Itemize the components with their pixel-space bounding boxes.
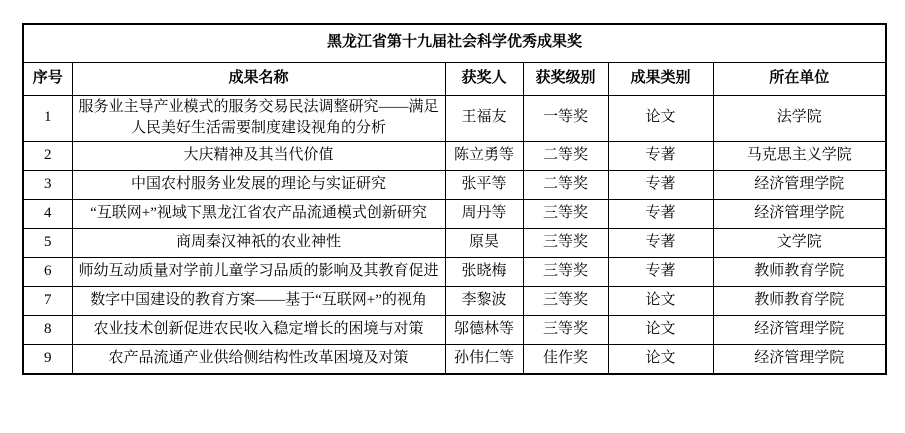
cell-unit: 经济管理学院 [713,316,886,345]
cell-category: 论文 [608,316,713,345]
cell-index: 3 [23,171,72,200]
awards-table [22,23,887,375]
cell-award-level: 三等奖 [523,229,608,258]
cell-category: 专著 [608,171,713,200]
cell-achievement-name: 商周秦汉神祇的农业神性 [72,229,445,258]
column-header-index: 序号 [23,62,72,95]
cell-category: 专著 [608,142,713,171]
table-row [23,258,886,287]
title-row [23,24,886,62]
cell-achievement-name: 农产品流通产业供给侧结构性改革困境及对策 [72,345,445,374]
cell-winner: 周丹等 [445,200,523,229]
cell-index: 2 [23,142,72,171]
table-row [23,287,886,316]
cell-award-level: 三等奖 [523,258,608,287]
header-row [23,62,886,95]
cell-category: 论文 [608,345,713,374]
table-title: 黑龙江省第十九届社会科学优秀成果奖 [23,24,886,62]
cell-achievement-name: 服务业主导产业模式的服务交易民法调整研究——满足人民美好生活需要制度建设视角的分析 [72,95,445,142]
table-row [23,171,886,200]
cell-unit: 文学院 [713,229,886,258]
cell-unit: 法学院 [713,95,886,142]
awards-table-container [22,23,887,375]
cell-winner: 王福友 [445,95,523,142]
cell-unit: 马克思主义学院 [713,142,886,171]
cell-award-level: 三等奖 [523,287,608,316]
cell-award-level: 二等奖 [523,142,608,171]
column-header-category: 成果类别 [608,62,713,95]
column-header-achievement-name: 成果名称 [72,62,445,95]
cell-award-level: 三等奖 [523,200,608,229]
cell-achievement-name: 农业技术创新促进农民收入稳定增长的困境与对策 [72,316,445,345]
table-row [23,229,886,258]
cell-achievement-name: 中国农村服务业发展的理论与实证研究 [72,171,445,200]
cell-index: 8 [23,316,72,345]
cell-index: 7 [23,287,72,316]
cell-index: 5 [23,229,72,258]
table-row [23,142,886,171]
table-row [23,95,886,142]
cell-award-level: 二等奖 [523,171,608,200]
cell-achievement-name: 数字中国建设的教育方案——基于“互联网+”的视角 [72,287,445,316]
cell-winner: 陈立勇等 [445,142,523,171]
cell-winner: 李黎波 [445,287,523,316]
table-row [23,345,886,374]
column-header-award-level: 获奖级别 [523,62,608,95]
cell-achievement-name: 师幼互动质量对学前儿童学习品质的影响及其教育促进 [72,258,445,287]
cell-unit: 教师教育学院 [713,258,886,287]
cell-achievement-name: 大庆精神及其当代价值 [72,142,445,171]
cell-winner: 原昊 [445,229,523,258]
cell-winner: 张晓梅 [445,258,523,287]
cell-unit: 经济管理学院 [713,171,886,200]
cell-unit: 教师教育学院 [713,287,886,316]
cell-index: 1 [23,95,72,142]
table-body [23,24,886,95]
cell-category: 专著 [608,200,713,229]
cell-unit: 经济管理学院 [713,200,886,229]
cell-award-level: 佳作奖 [523,345,608,374]
cell-index: 4 [23,200,72,229]
cell-category: 专著 [608,229,713,258]
cell-winner: 邬德林等 [445,316,523,345]
table-row [23,200,886,229]
cell-winner: 张平等 [445,171,523,200]
cell-index: 9 [23,345,72,374]
cell-index: 6 [23,258,72,287]
cell-winner: 孙伟仁等 [445,345,523,374]
cell-unit: 经济管理学院 [713,345,886,374]
cell-category: 论文 [608,95,713,142]
column-header-unit: 所在单位 [713,62,886,95]
cell-category: 专著 [608,258,713,287]
column-header-winner: 获奖人 [445,62,523,95]
table-row [23,316,886,345]
cell-category: 论文 [608,287,713,316]
cell-award-level: 一等奖 [523,95,608,142]
table-rows [23,95,886,374]
cell-achievement-name: “互联网+”视域下黑龙江省农产品流通模式创新研究 [72,200,445,229]
cell-award-level: 三等奖 [523,316,608,345]
